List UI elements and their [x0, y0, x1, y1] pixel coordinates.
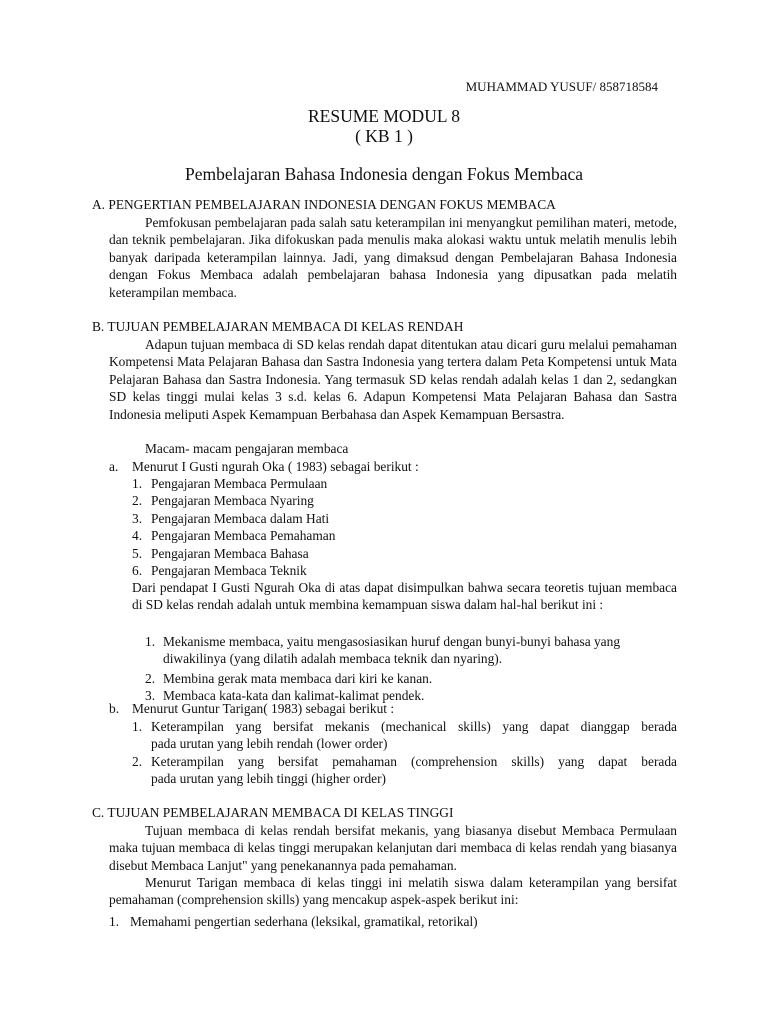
list-a-item-text: Pengajaran Membaca Permulaan: [151, 476, 328, 491]
list-a-item-text: Pengajaran Membaca Pemahaman: [151, 528, 336, 544]
list-a-item-text: Pengajaran Membaca Bahasa: [151, 545, 309, 561]
resume-title: RESUME MODUL 8: [308, 106, 460, 126]
list-b-item-text: Keterampilan yang bersifat mekanis (mechanical skills) yang dapat dianggap berada: [151, 719, 677, 734]
list-a-text: Menurut I Gusti ngurah Oka ( 1983) sebagai berikut :: [132, 459, 419, 474]
list-marker-a: a.: [109, 459, 119, 474]
list-a-subitem-text: Membaca kata-kata dan kalimat-kalimat pendek.: [163, 688, 425, 703]
list-a-conclusion: Dari pendapat I Gusti Ngurah Oka di atas dapat disimpulkan bahwa secara teoretis tujuan membaca di SD kelas rendah adalah untuk membina kemampuan siswa dalam hal-hal berikut ini :: [132, 580, 677, 613]
list-a-item-number: 4.: [132, 528, 143, 544]
list-a-subitem-text-cont: diwakilinya (yang dilatih adalah membaca teknik dan nyaring).: [163, 651, 503, 667]
section-b-paragraph: Adapun tujuan membaca di SD kelas rendah dapat ditentukan atau dicari guru melalui pemahaman Kompetensi Mata Pelajaran Bahasa dan Sastra Indonesia yang tertera dalam Peta Kompetensi untuk Mata Pelajaran Bahasa dan Sastra Indonesia. Yang termasuk SD kelas rendah adalah kelas 1 dan 2, sedangkan SD kelas tinggi mulai kelas 3 s.d. kelas 6. Adapun Kompetensi Mata Pelajaran Bahasa dan Sastra Indonesia meliputi Aspek Kemampuan Berbahasa dan Aspek Kemampuan Bersastra.: [109, 337, 677, 422]
list-a-item-number: 3.: [132, 510, 143, 526]
section-c-item-text: Memahami pengertian sederhana (leksikal, gramatikal, retorikal): [130, 914, 478, 929]
list-a-item-number: 6.: [132, 563, 143, 578]
list-a-item-text: Pengajaran Membaca dalam Hati: [151, 510, 330, 526]
list-a-subitem-number: 1.: [145, 634, 156, 649]
list-a-subitem-text: Membina gerak mata membaca dari kiri ke kanan.: [163, 671, 433, 686]
list-b-item-text-cont: pada urutan yang lebih rendah (lower order): [151, 736, 388, 752]
author-line: MUHAMMAD YUSUF/ 858718584: [465, 79, 658, 94]
list-a-item-number: 2.: [132, 493, 143, 509]
section-c-heading: C. TUJUAN PEMBELAJARAN MEMBACA DI KELAS TINGGI: [92, 805, 454, 820]
section-a-heading: A. PENGERTIAN PEMBELAJARAN INDONESIA DENGAN FOKUS MEMBACA: [92, 197, 556, 212]
list-a-item-text: Pengajaran Membaca Teknik: [151, 563, 307, 578]
list-marker-b: b.: [109, 701, 120, 716]
document-title: Pembelajaran Bahasa Indonesia dengan Fokus Membaca: [185, 164, 583, 184]
list-b-item-number: 1.: [132, 719, 143, 734]
list-a-item-text: Pengajaran Membaca Nyaring: [151, 493, 314, 509]
list-b-item-text: Keterampilan yang bersifat pemahaman (comprehension skills) yang dapat berada: [151, 754, 677, 769]
list-b-item-number: 2.: [132, 754, 143, 769]
list-a-subitem-number: 3.: [145, 688, 156, 703]
section-c-paragraph-2: Menurut Tarigan membaca di kelas tinggi ini melatih siswa dalam keterampilan yang bersifat pemahaman (comprehension skills) yang mencakup aspek-aspek berikut ini:: [109, 875, 677, 908]
list-b-text: Menurut Guntur Tarigan( 1983) sebagai berikut :: [132, 701, 395, 716]
list-a-item-number: 1.: [132, 476, 143, 491]
list-b-item-text-cont: pada urutan yang lebih tinggi (higher order): [151, 771, 387, 787]
section-b-intro: Macam- macam pengajaran membaca: [145, 441, 349, 456]
section-a-paragraph: Pemfokusan pembelajaran pada salah satu keterampilan ini menyangkut pemilihan materi, metode, dan teknik pembelajaran. Jika difokuskan pada menulis maka alokasi waktu untuk melatih menulis lebih banyak daripada keterampilan lainnya. Jadi, yang dimaksud dengan Pembelajaran Bahasa Indonesia dengan Fokus Membaca adalah pembelajaran bahasa Indonesia yang dipusatkan pada melatih keterampilan membaca.: [109, 215, 677, 300]
list-a-item-number: 5.: [132, 545, 143, 561]
section-c-paragraph-1: Tujuan membaca di kelas rendah bersifat mekanis, yang biasanya disebut Membaca Permulaan maka tujuan membaca di kelas tinggi merupakan kelanjutan dari membaca di kelas rendah yang biasanya disebut Membaca Lanjut" yang penekanannya pada pemahaman.: [109, 823, 677, 873]
section-b-heading: B. TUJUAN PEMBELAJARAN MEMBACA DI KELAS RENDAH: [92, 319, 464, 334]
resume-subtitle: ( KB 1 ): [355, 126, 413, 146]
section-c-item-number: 1.: [109, 914, 120, 929]
list-a-subitem-number: 2.: [145, 671, 156, 686]
list-a-subitem-text: Mekanisme membaca, yaitu mengasosiasikan huruf dengan bunyi-bunyi bahasa yang: [163, 634, 621, 649]
